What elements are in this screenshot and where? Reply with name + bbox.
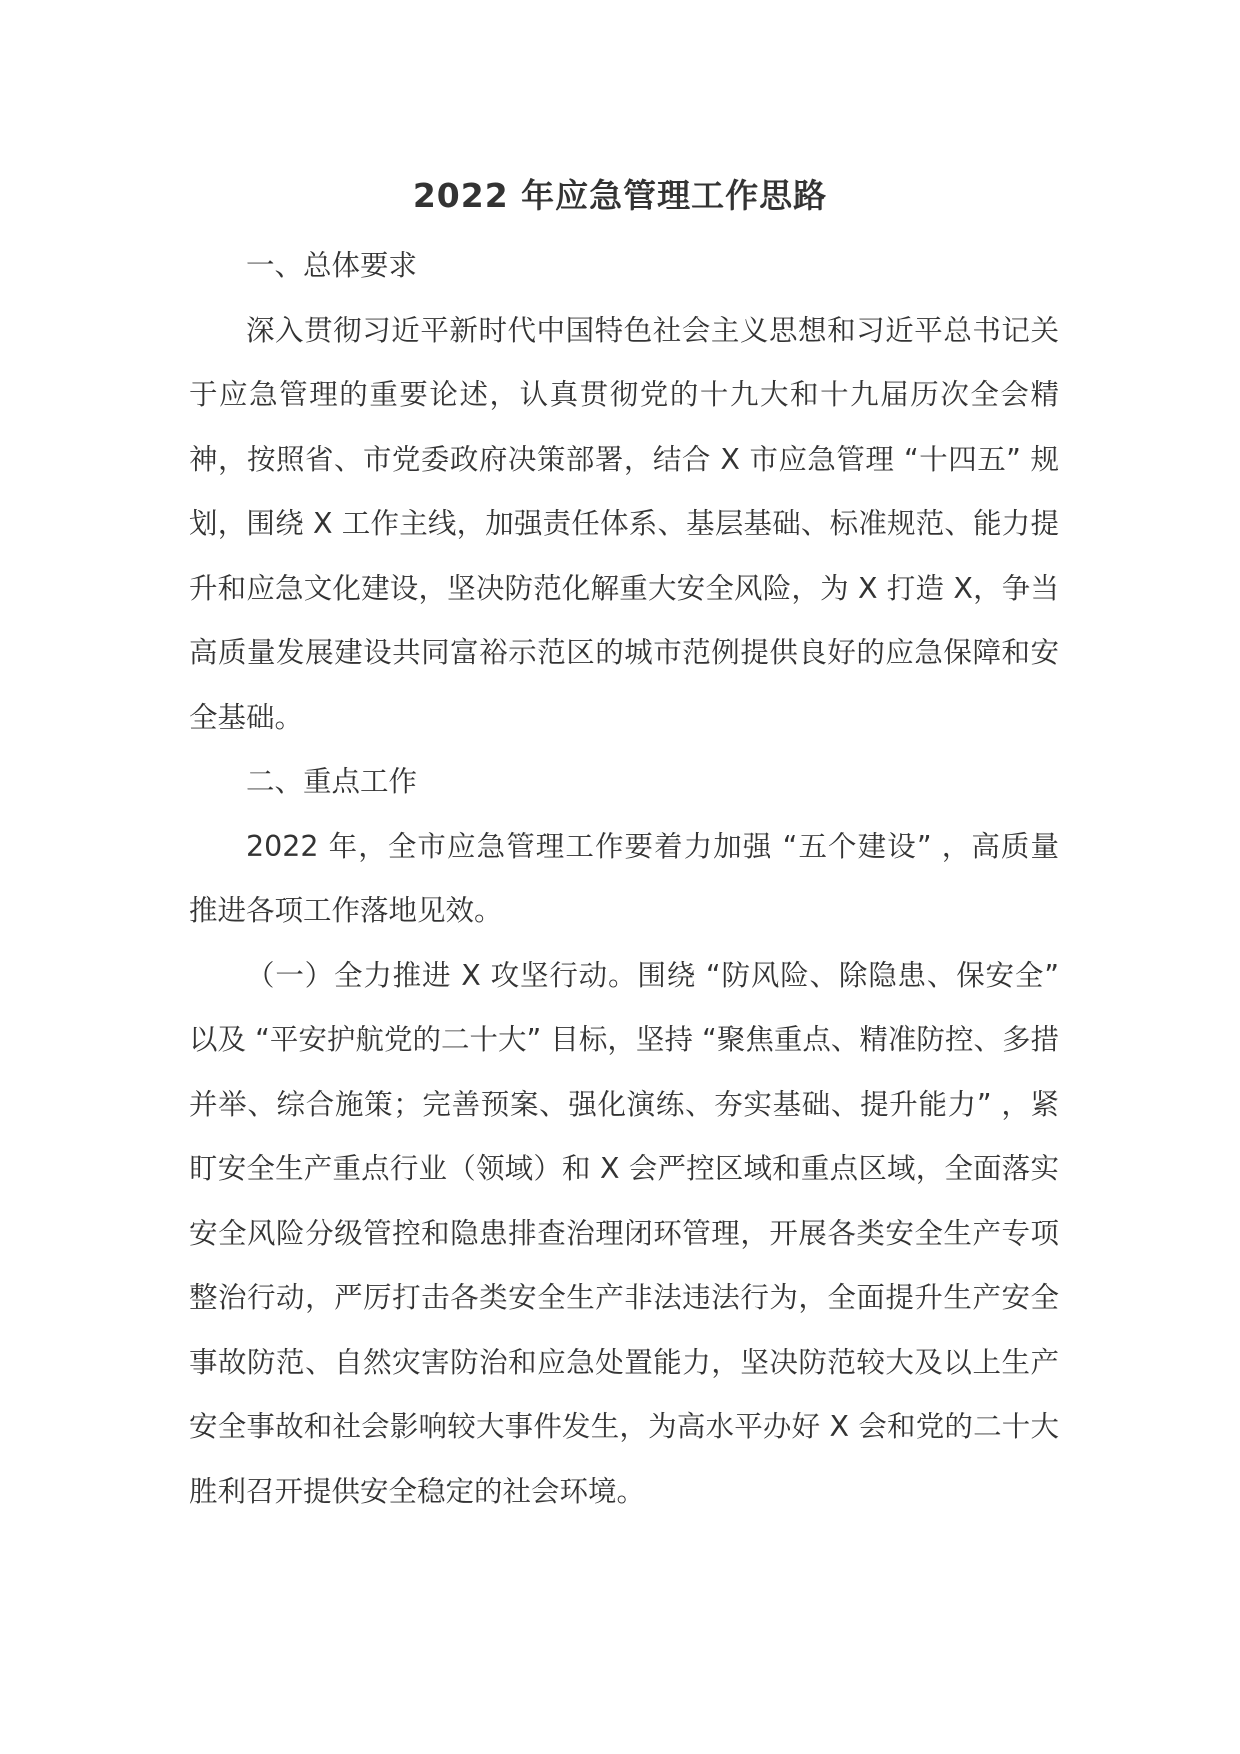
document-title: 2022 年应急管理工作思路	[412, 176, 828, 215]
document-body	[189, 234, 1059, 1524]
section-heading-key-work: 二、重点工作	[246, 765, 418, 798]
paragraph-key-work-intro: 2022 年，全市应急管理工作要着力加强 “五个建设” ，高质量推进各项工作落地见效。	[189, 829, 1059, 927]
section-heading-overall-requirements: 一、总体要求	[246, 249, 418, 282]
paragraph-key-work-item-1: （一）全力推进 X 攻坚行动。围绕 “防风险、除隐患、保安全” 以及 “平安护航党的二十大” 目标，坚持 “聚焦重点、精准防控、多措并举、综合施策；完善预案、强化演练、夯实基础、提升能力” ，紧盯安全生产重点行业（领域）和 X 会严控区域和重点区域，全面落实安全风险分级管控和隐患排查治理闭环管理，开展各类安全生产专项整治行动，严厉打击各类安全生产非法违法行为，全面提升生产安全事故防范、自然灾害防治和应急处置能力，坚决防范较大及以上生产安全事故和社会影响较大事件发生，为高水平办好 X 会和党的二十大胜利召开提供安全稳定的社会环境。	[189, 958, 1059, 1508]
paragraph-overall-requirements: 深入贯彻习近平新时代中国特色社会主义思想和习近平总书记关于应急管理的重要论述，认真贯彻党的十九大和十九届历次全会精神，按照省、市党委政府决策部署，结合 X 市应急管理 “十四五” 规划，围绕 X 工作主线，加强责任体系、基层基础、标准规范、能力提升和应急文化建设，坚决防范化解重大安全风险，为 X 打造 X，争当高质量发展建设共同富裕示范区的城市范例提供良好的应急保障和安全基础。	[189, 313, 1059, 734]
